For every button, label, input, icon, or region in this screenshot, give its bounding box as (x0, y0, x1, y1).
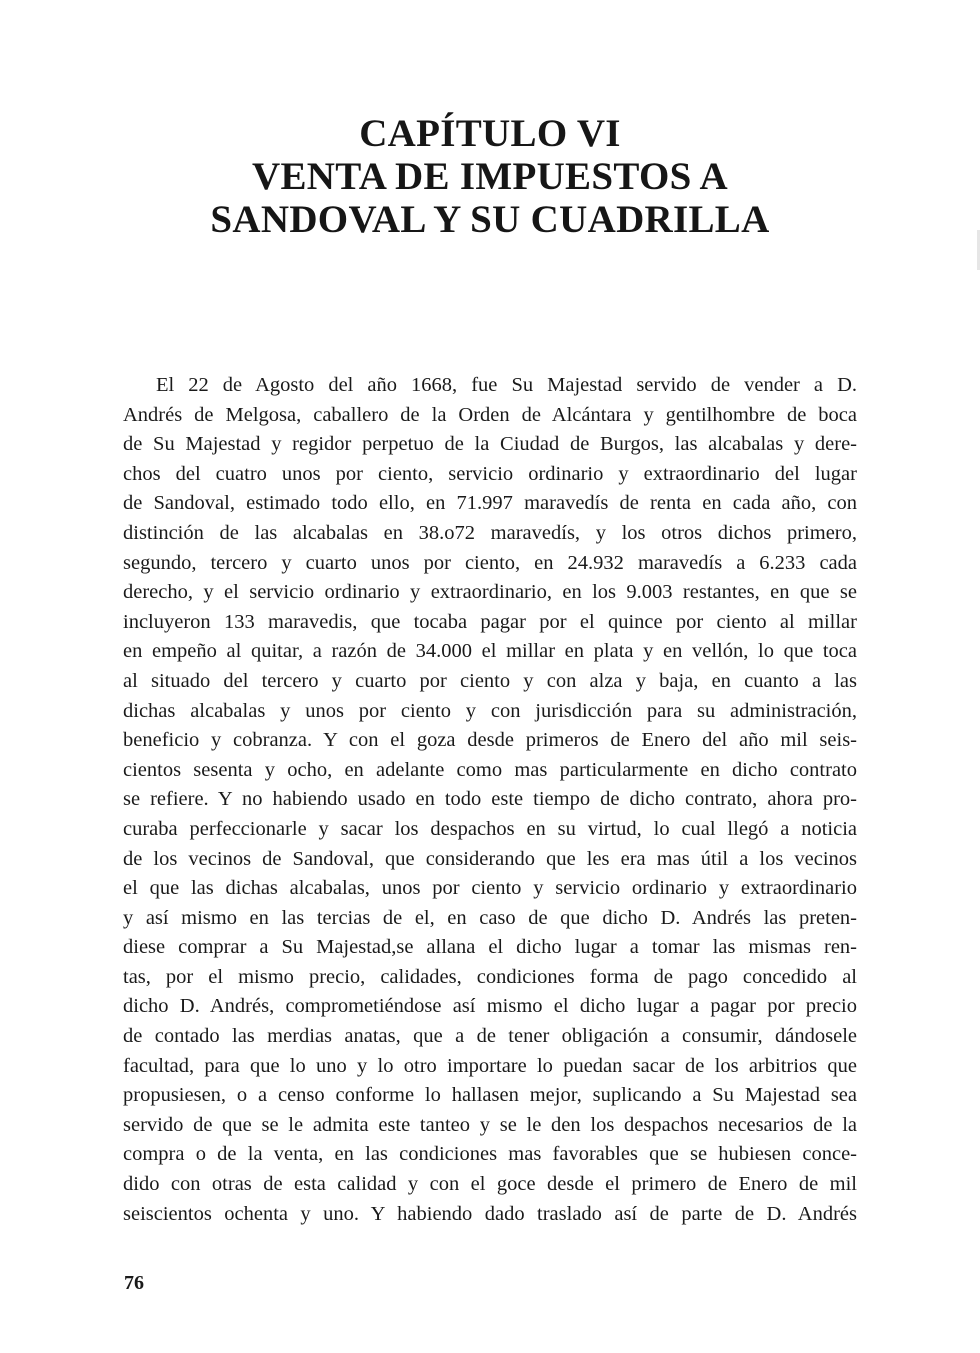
chapter-title-line-2: VENTA DE IMPUESTOS A (252, 155, 728, 198)
body-text-line: derecho, y el servicio ordinario y extraordinario, en los 9.003 restantes, en que se (123, 581, 857, 604)
page-number: 76 (124, 1272, 144, 1294)
body-text-line: se refiere. Y no habiendo usado en todo este tiempo de dicho contrato, ahora pro- (123, 788, 857, 811)
chapter-title-line-1: CAPÍTULO VI (359, 112, 621, 155)
body-text-line: propusiesen, o a censo conforme lo hallasen mejor, suplicando a Su Majestad sea (123, 1084, 857, 1107)
body-text-line: seiscientos ochenta y uno. Y habiendo dado traslado así de parte de D. Andrés (123, 1202, 857, 1225)
body-text-line: y así mismo en las tercias de el, en caso de que dicho D. Andrés las preten- (123, 906, 857, 929)
body-text-line: al situado del tercero y cuarto por ciento y con alza y baja, en cuanto a las (123, 669, 857, 692)
body-text-line: beneficio y cobranza. Y con el goza desde primeros de Enero del año mil seis- (123, 729, 857, 752)
body-text-line: facultad, para que lo uno y lo otro importare lo puedan sacar de los arbitrios que (123, 1054, 857, 1077)
body-text-line: dicho D. Andrés, comprometiéndose así mismo el dicho lugar a pagar por precio (123, 995, 857, 1018)
body-text-line: curaba perfeccionarle y sacar los despachos en su virtud, lo cual llegó a noticia (123, 817, 857, 840)
body-text-line: diese comprar a Su Majestad,se allana el dicho lugar a tomar las mismas ren- (123, 936, 857, 959)
body-text-line: Andrés de Melgosa, caballero de la Orden de Alcántara y gentilhombre de boca (123, 403, 857, 426)
body-text-line: servido de que se le admita este tanteo y se le den los despachos necesarios de la (123, 1113, 857, 1136)
body-text-line: de los vecinos de Sandoval, que considerando que les era mas útil a los vecinos (123, 847, 857, 870)
chapter-title-line-3: SANDOVAL Y SU CUADRILLA (210, 198, 770, 241)
body-text-line: dichas alcabalas y unos por ciento y con jurisdicción para su administración, (123, 699, 857, 722)
body-text-line: de Sandoval, estimado todo ello, en 71.997 maravedís de renta en cada año, con (123, 492, 857, 515)
body-text-line: El 22 de Agosto del año 1668, fue Su Majestad servido de vender a D. (156, 374, 857, 396)
body-text-line: cientos sesenta y ocho, en adelante como mas particularmente en dicho contrato (123, 758, 857, 781)
body-text-line: de contado las merdias anatas, que a de tener obligación a consumir, dándosele (123, 1025, 857, 1048)
body-text-line: chos del cuatro unos por ciento, servicio ordinario y extraordinario del lugar (123, 462, 857, 485)
body-text-line: el que las dichas alcabalas, unos por ciento y servicio ordinario y extraordinario (123, 877, 857, 900)
body-text-line: compra o de la venta, en las condiciones mas favorables que se hubiesen conce- (123, 1143, 857, 1166)
body-text-line: tas, por el mismo precio, calidades, condiciones forma de pago concedido al (123, 965, 857, 988)
body-text-line: distinción de las alcabalas en 38.o72 maravedís, y los otros dichos primero, (123, 521, 857, 544)
body-text-line: de Su Majestad y regidor perpetuo de la Ciudad de Burgos, las alcabalas y dere- (123, 433, 857, 456)
body-text-line: segundo, tercero y cuarto unos por ciento, en 24.932 maravedís a 6.233 cada (123, 551, 857, 574)
body-text-line: incluyeron 133 maravedis, que tocaba pagar por el quince por ciento al millar (123, 610, 857, 633)
body-text-line: en empeño al quitar, a razón de 34.000 el millar en plata y en vellón, lo que toca (123, 640, 857, 663)
chapter-heading (0, 112, 980, 241)
body-text-line: dido con otras de esta calidad y con el goce desde el primero de Enero de mil (123, 1173, 857, 1196)
body-paragraph (123, 371, 857, 1229)
